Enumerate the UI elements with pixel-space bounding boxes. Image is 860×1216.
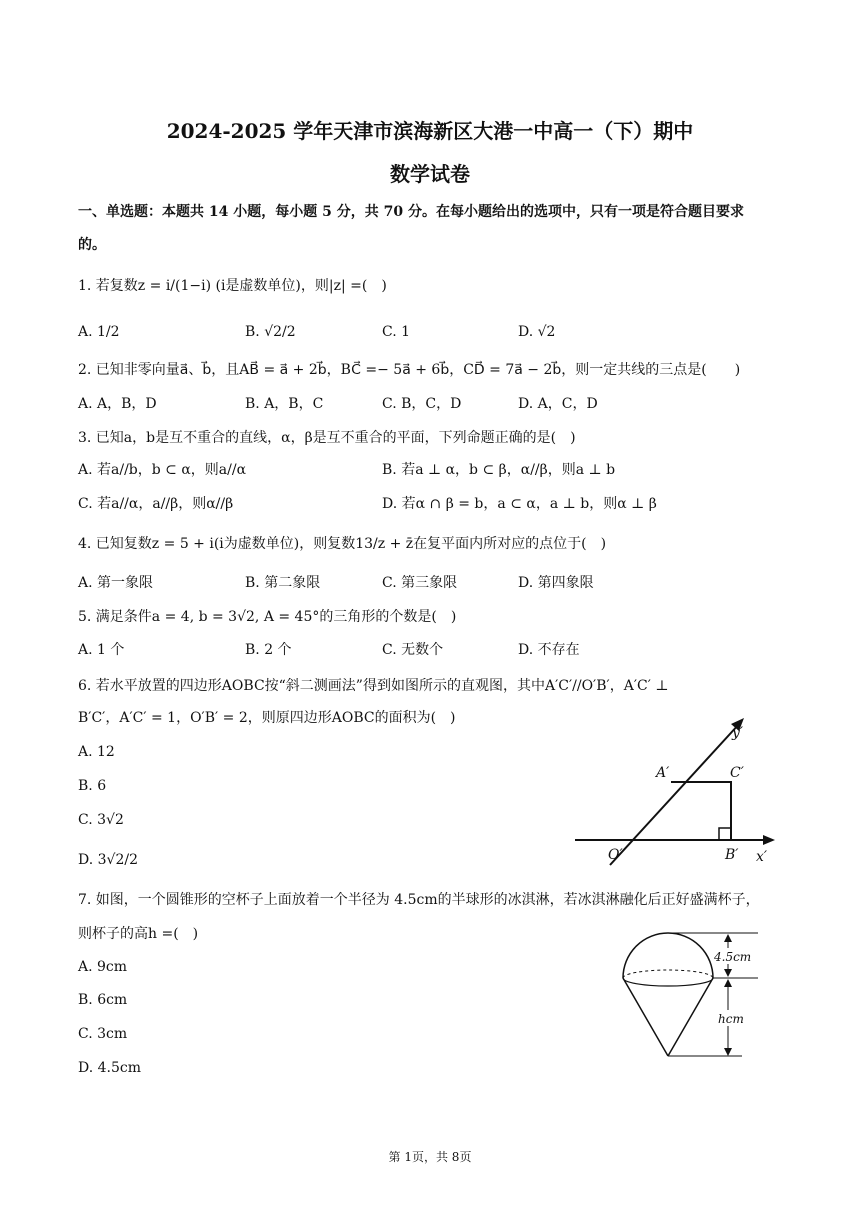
- q7-option-d: D. 4.5cm: [78, 1060, 142, 1076]
- question-2-stem: 2. 已知非零向量a⃗、b⃗，且AB⃗ = a⃗ + 2b⃗，BC⃗ =− 5a⃗ + 6b⃗，CD⃗ = 7a⃗ − 2b⃗，则一定共线的三点是( ): [78, 362, 741, 378]
- q7-option-c: C. 3cm: [78, 1026, 128, 1042]
- radius-arrow-bottom: [724, 969, 732, 977]
- label-c-prime: C′: [730, 765, 744, 781]
- hemisphere-rim-front: [623, 978, 713, 986]
- q6-option-c: C. 3√2: [78, 812, 124, 828]
- oblique-projection-figure: [570, 715, 800, 875]
- radius-arrow-top: [724, 934, 732, 942]
- label-y-axis: y′: [732, 725, 744, 741]
- q5-option-b: B. 2 个: [245, 642, 292, 658]
- q3-option-b: B. 若a ⊥ α，b ⊂ β，α//β，则a ⊥ b: [382, 462, 616, 478]
- q3-option-c: C. 若a//α，a//β，则α//β: [78, 496, 234, 512]
- cone-right-edge: [668, 978, 713, 1056]
- q3-option-a: A. 若a//b，b ⊂ α，则a//α: [78, 462, 247, 478]
- section-heading-line2: 的。: [78, 237, 106, 253]
- q7-option-b: B. 6cm: [78, 992, 128, 1008]
- right-angle-mark: [719, 828, 731, 840]
- q2-option-a: A. A，B，D: [78, 396, 157, 412]
- hemisphere-rim-back: [623, 970, 713, 978]
- exam-title-line2: 数学试卷: [390, 162, 470, 186]
- q1-option-a: A. 1/2: [78, 324, 120, 340]
- label-a-prime: A′: [656, 765, 670, 781]
- q6-option-a: A. 12: [78, 744, 115, 760]
- q1-option-d: D. √2: [518, 324, 556, 340]
- question-3-stem: 3. 已知a，b是互不重合的直线，α，β是互不重合的平面，下列命题正确的是( ): [78, 430, 576, 446]
- q1-option-c: C. 1: [382, 324, 411, 340]
- q5-option-c: C. 无数个: [382, 642, 444, 658]
- ice-cream-cone-figure: [620, 928, 790, 1063]
- question-7-stem-line2: 则杯子的高h =( ): [78, 926, 199, 942]
- radius-label: 4.5cm: [714, 950, 752, 964]
- quadrilateral-edges: [671, 782, 731, 840]
- q1-option-b: B. √2/2: [245, 324, 296, 340]
- label-o-prime: O′: [608, 847, 623, 863]
- q4-option-b: B. 第二象限: [245, 575, 321, 591]
- q2-option-b: B. A，B，C: [245, 396, 324, 412]
- question-5-stem: 5. 满足条件a = 4, b = 3√2, A = 45°的三角形的个数是( ): [78, 609, 457, 625]
- x-axis-arrow: [763, 835, 775, 845]
- q3-option-d: D. 若α ∩ β = b，a ⊂ α，a ⊥ b，则α ⊥ β: [382, 496, 657, 512]
- q7-option-a: A. 9cm: [78, 959, 128, 975]
- q2-option-c: C. B，C，D: [382, 396, 462, 412]
- question-1-stem: 1. 若复数z = i/(1−i) (i是虚数单位)，则|z| =( ): [78, 278, 387, 294]
- q2-option-d: D. A，C，D: [518, 396, 598, 412]
- question-6-stem-line2: B′C′，A′C′ = 1，O′B′ = 2，则原四边形AOBC的面积为( ): [78, 710, 456, 726]
- cone-left-edge: [623, 978, 668, 1056]
- question-6-stem-line1: 6. 若水平放置的四边形AOBC按“斜二测画法”得到如图所示的直观图，其中A′C′//O′B′，A′C′ ⊥: [78, 678, 669, 694]
- q4-option-a: A. 第一象限: [78, 575, 154, 591]
- label-b-prime: B′: [725, 847, 739, 863]
- q6-option-b: B. 6: [78, 778, 107, 794]
- page-footer: 第 1页，共 8页: [388, 1150, 472, 1164]
- q5-option-a: A. 1 个: [78, 642, 125, 658]
- height-arrow-top: [724, 979, 732, 987]
- q5-option-d: D. 不存在: [518, 642, 580, 658]
- question-7-stem-line1: 7. 如图，一个圆锥形的空杯子上面放着一个半径为 4.5cm的半球形的冰淇淋，若冰淇淋融化后正好盛满杯子，: [78, 892, 760, 908]
- exam-title-line1: 2024-2025 学年天津市滨海新区大港一中高一（下）期中: [166, 119, 694, 143]
- q4-option-c: C. 第三象限: [382, 575, 458, 591]
- height-arrow-bottom: [724, 1048, 732, 1056]
- height-label: hcm: [718, 1012, 744, 1026]
- q4-option-d: D. 第四象限: [518, 575, 594, 591]
- question-4-stem: 4. 已知复数z = 5 + i(i为虚数单位)，则复数13/z + z̄在复平面内所对应的点位于( ): [78, 536, 607, 552]
- y-axis-line: [610, 723, 740, 865]
- hemisphere-outline: [623, 933, 713, 978]
- section-heading-line1: 一、单选题：本题共 14 小题，每小题 5 分，共 70 分。在每小题给出的选项中，只有一项是符合题目要求: [78, 204, 744, 220]
- q6-option-d: D. 3√2/2: [78, 852, 138, 868]
- label-x-axis: x′: [756, 849, 768, 865]
